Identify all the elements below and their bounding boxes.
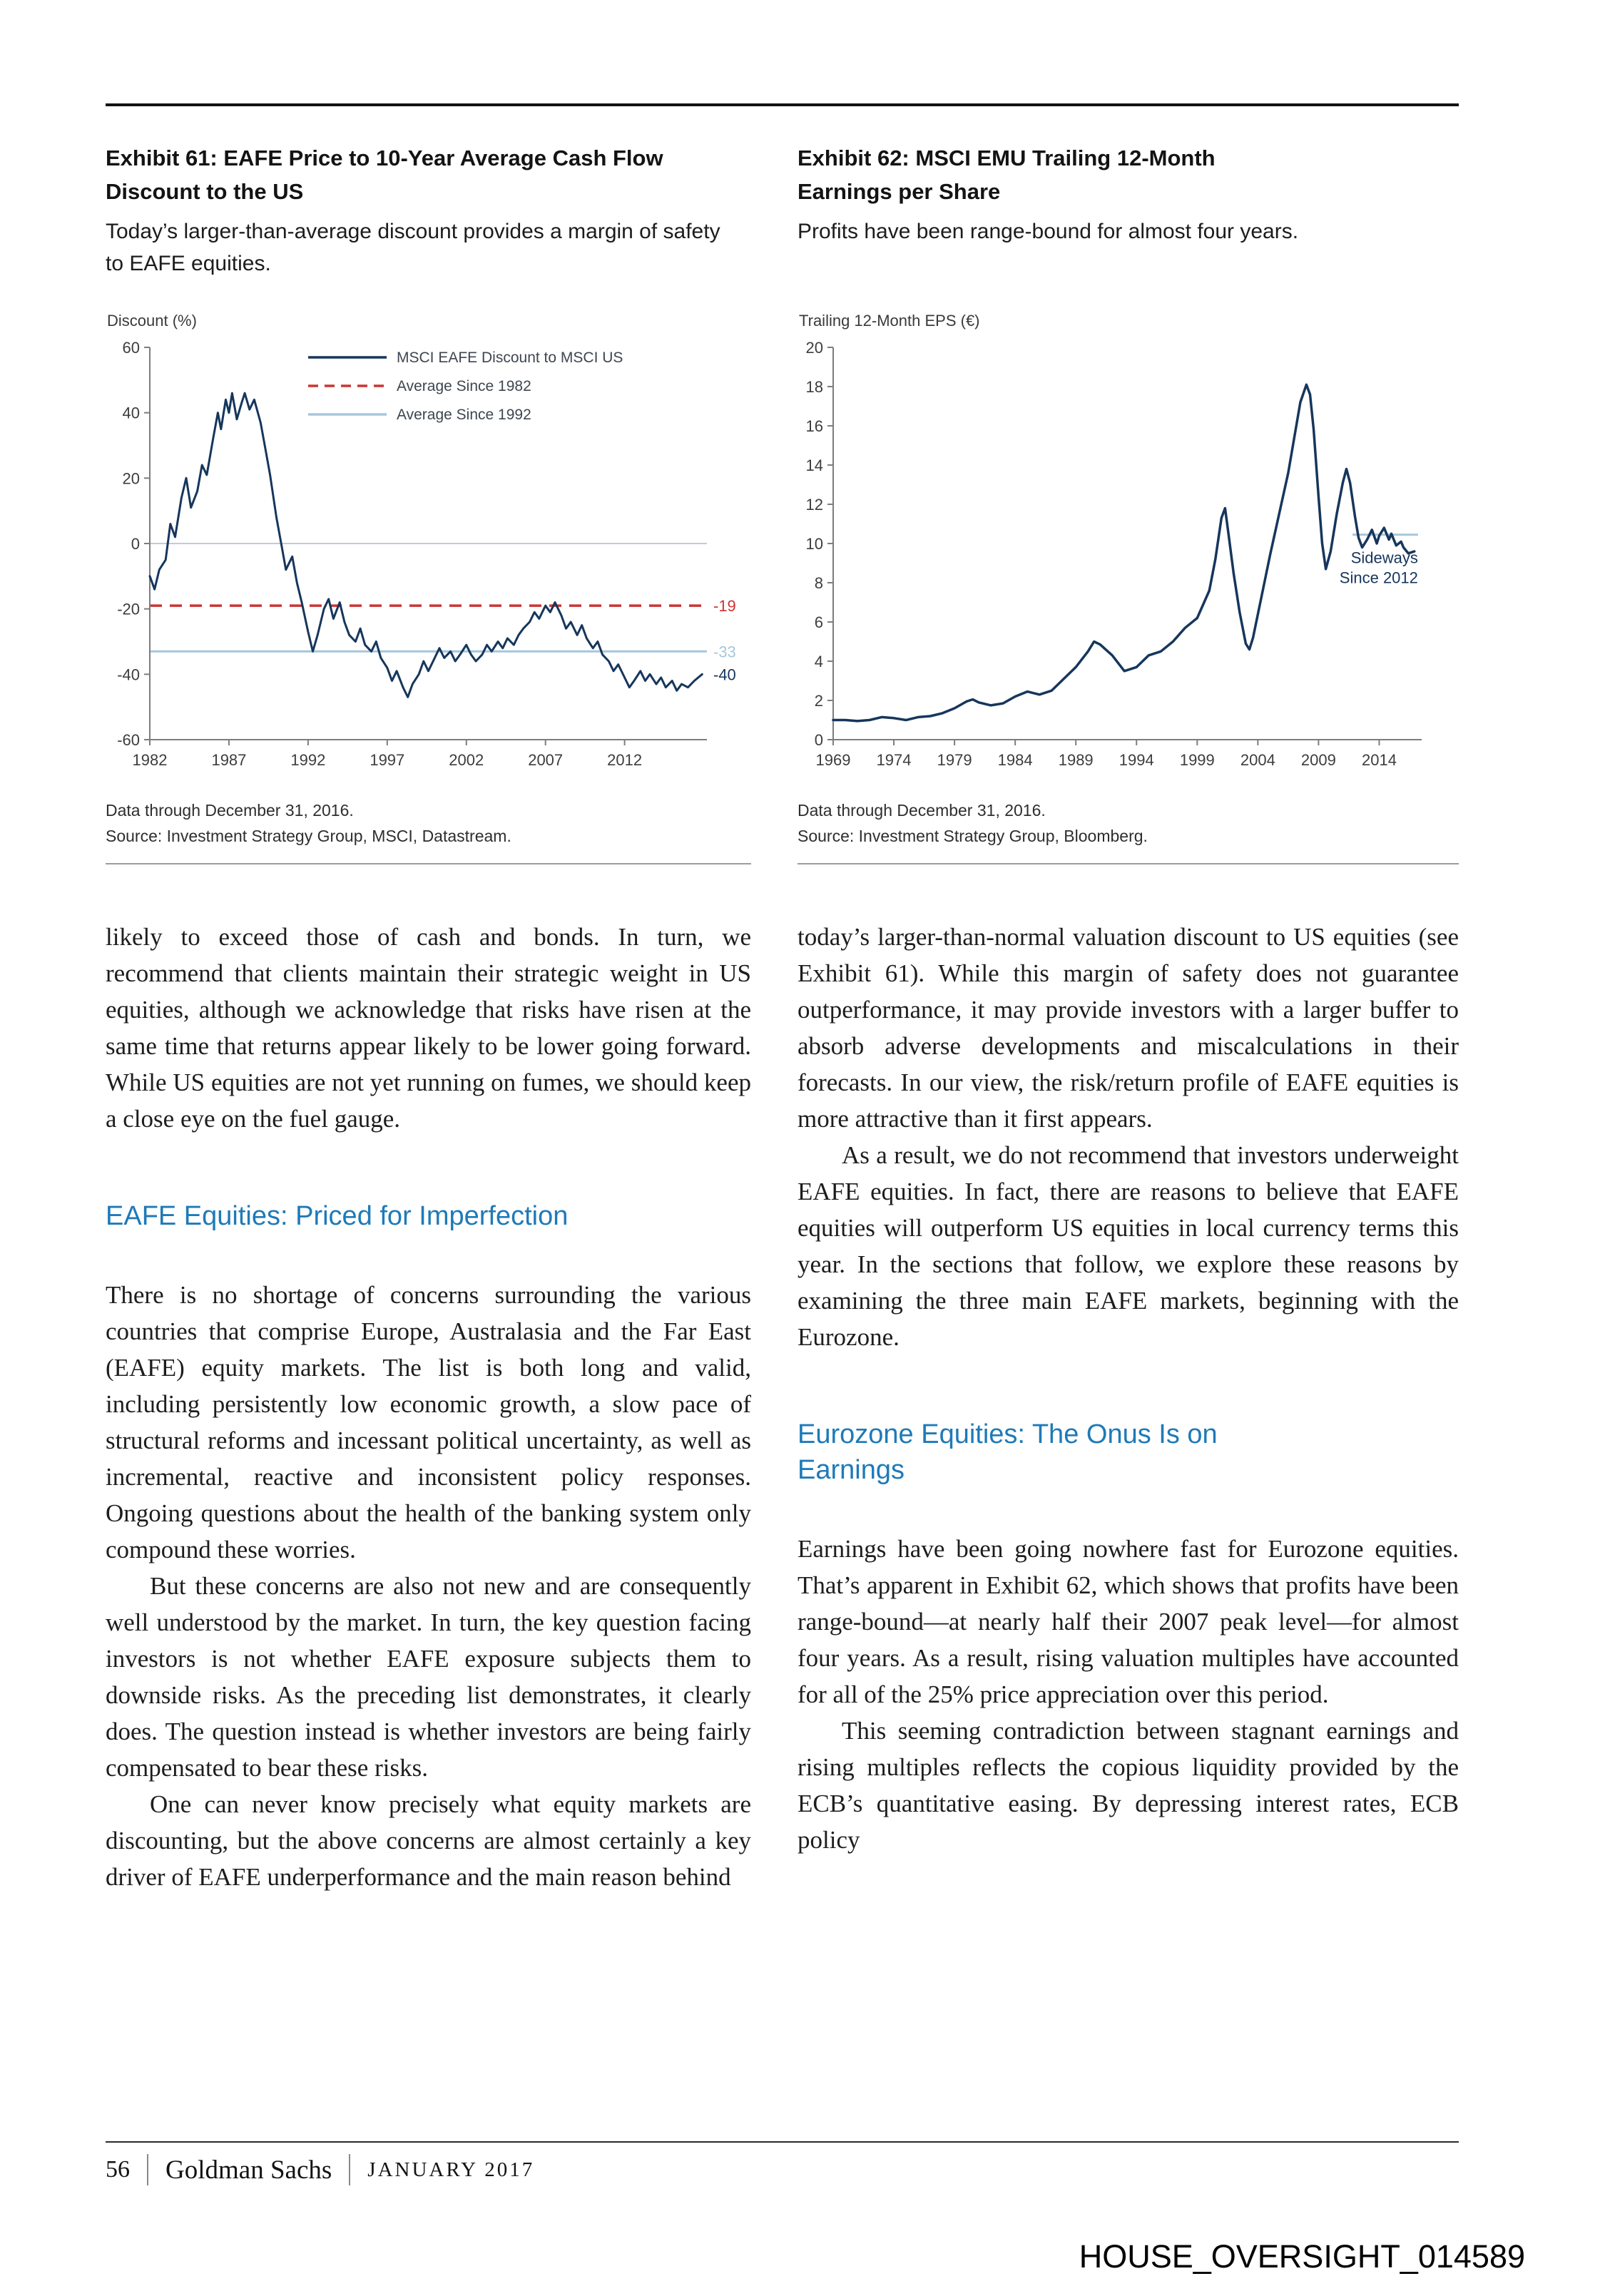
exhibit-61-divider (106, 863, 751, 864)
exhibit-61 (106, 141, 751, 883)
y-tick-label: 0 (814, 731, 823, 749)
x-tick-label: 1997 (370, 751, 405, 769)
footer-date: JANUARY 2017 (367, 2158, 535, 2181)
x-tick-label: 1987 (211, 751, 247, 769)
paragraph: There is no shortage of concerns surrounding the various countries that comprise Europe, Australasia and the Far East (EAFE) equity markets. The list is both long and valid, including persistently low economic growth, a slow pace of structural reforms and incessant political uncertainty, as well as incremental, reactive and inconsistent policy responses. Ongoing questions about the health of the banking system only compound these worries. (106, 1281, 751, 1563)
y-tick-label: 18 (805, 378, 823, 396)
x-tick-label: 2007 (528, 751, 564, 769)
x-tick-label: 1984 (997, 751, 1033, 769)
y-tick-label: 20 (805, 339, 823, 357)
exhibit-61-data-note: Data through December 31, 2016. (106, 801, 354, 820)
legend-label: Average Since 1982 (397, 378, 531, 394)
y-tick-label: -20 (117, 600, 140, 618)
y-tick-label: -40 (117, 665, 140, 684)
exhibit-62-subtitle: Profits have been range-bound for almost four years. (798, 220, 1299, 243)
footer-separator (349, 2154, 350, 2185)
x-tick-label: 1989 (1058, 751, 1094, 769)
exhibit-62-title: Exhibit 62: MSCI EMU Trailing 12-Month Earnings per Share (798, 146, 1216, 204)
x-tick-label: 2014 (1361, 751, 1397, 769)
x-tick-label: 1979 (937, 751, 972, 769)
y-tick-label: 12 (805, 496, 823, 514)
x-tick-label: 1999 (1179, 751, 1215, 769)
paragraph: But these concerns are also not new and are consequently well understood by the market. In turn, the key question facing investors is not whether EAFE exposure subjects them to downside risks. As the preceding list demonstrates, it clearly does. The question instead is whether investors are being fairly compensated to bear these risks. (106, 1572, 751, 1782)
x-tick-label: 1974 (876, 751, 912, 769)
paragraph: Earnings have been going nowhere fast for Eurozone equities. That’s apparent in Exhibit 62, which shows that profits have been range-bound—at nearly half their 2007 peak level—for almost four years. As a result, rising valuation multiples have accounted for all of the 25% price appreciation over this period. (798, 1535, 1459, 1708)
x-tick-label: 2004 (1240, 751, 1275, 769)
paragraph: This seeming contradiction between stagnant earnings and rising multiples reflects the copious liquidity provided by the ECB’s quantitative easing. By depressing interest rates, ECB policy (798, 1717, 1459, 1854)
exhibit-62-data-note: Data through December 31, 2016. (798, 801, 1046, 820)
x-tick-label: 1992 (290, 751, 326, 769)
watermark: HOUSE_OVERSIGHT_014589 (1079, 2238, 1525, 2275)
reference-line-label: -19 (713, 597, 736, 616)
y-tick-label: 0 (131, 535, 140, 553)
exhibit-62-chart (798, 310, 1443, 774)
section-heading-eurozone-equities: Eurozone Equities: The Onus Is on Earnings (798, 1419, 1218, 1485)
series-end-label: -40 (713, 665, 736, 684)
x-tick-label: 2002 (449, 751, 484, 769)
legend-label: Average Since 1992 (397, 407, 531, 423)
page-number: 56 (106, 2156, 130, 2183)
body-column-right (798, 919, 1459, 1858)
reference-line-label: -33 (713, 643, 736, 661)
x-tick-label: 1994 (1119, 751, 1154, 769)
paragraph: One can never know precisely what equity markets are discounting, but the above concerns are almost certainly a key driver of EAFE underperformance and the main reason behind (106, 1790, 751, 1891)
brand-name: Goldman Sachs (165, 2155, 332, 2185)
chart-annotation: Sideways (1350, 549, 1418, 567)
chart-annotation: Since 2012 (1339, 568, 1418, 587)
y-tick-label: -60 (117, 731, 140, 749)
y-tick-label: 16 (805, 417, 823, 435)
footer-separator (147, 2154, 148, 2185)
paragraph: likely to exceed those of cash and bonds. In turn, we recommend that clients maintain their strategic weight in US equities, although we acknowledge that risks have risen at the same time that returns appear likely to be lower going forward. While US equities are not yet running on fumes, we should keep a close eye on the fuel gauge. (106, 923, 751, 1133)
x-tick-label: 1969 (815, 751, 851, 769)
chart-axis-title: Trailing 12-Month EPS (€) (799, 312, 980, 330)
exhibit-62 (798, 141, 1459, 883)
exhibit-61-source-note: Source: Investment Strategy Group, MSCI, Datastream. (106, 827, 511, 845)
header-rule (106, 103, 1459, 106)
page-footer (106, 2154, 534, 2185)
exhibit-61-subtitle: Today’s larger-than-average discount provides a margin of safety to EAFE equities. (106, 220, 720, 275)
y-tick-label: 40 (122, 404, 140, 422)
x-tick-label: 2012 (607, 751, 643, 769)
y-tick-label: 6 (814, 613, 823, 631)
y-tick-label: 20 (122, 469, 140, 488)
footer-rule (106, 2141, 1459, 2143)
x-tick-label: 1982 (132, 751, 168, 769)
y-tick-label: 10 (805, 535, 823, 553)
paragraph: today’s larger-than-normal valuation discount to US equities (see Exhibit 61). While this margin of safety does not guarantee outperformance, it may provide investors with a larger buffer to absorb adverse developments and miscalculations in their forecasts. In our view, the risk/return profile of EAFE equities is more attractive than it first appears. (798, 923, 1459, 1133)
chart-axis-title: Discount (%) (107, 312, 197, 330)
y-tick-label: 60 (122, 339, 140, 357)
x-tick-label: 2009 (1300, 751, 1336, 769)
y-tick-label: 8 (814, 574, 823, 592)
series-line (833, 384, 1415, 721)
exhibit-61-title: Exhibit 61: EAFE Price to 10-Year Average Cash Flow Discount to the US (106, 146, 663, 204)
y-tick-label: 14 (805, 456, 823, 474)
y-tick-label: 4 (814, 653, 823, 670)
legend-label: MSCI EAFE Discount to MSCI US (397, 349, 623, 366)
paragraph: As a result, we do not recommend that investors underweight EAFE equities. In fact, there are reasons to believe that EAFE equities will outperform US equities in local currency terms this year. In the sections that follow, we explore these reasons by examining the three main EAFE markets, beginning with the Eurozone. (798, 1141, 1459, 1351)
exhibit-61-chart (106, 310, 751, 774)
y-tick-label: 2 (814, 692, 823, 710)
section-heading-eafe-equities: EAFE Equities: Priced for Imperfection (106, 1201, 569, 1231)
exhibit-62-divider (798, 863, 1459, 864)
exhibit-62-source-note: Source: Investment Strategy Group, Bloomberg. (798, 827, 1148, 845)
body-column-left (106, 919, 751, 1895)
